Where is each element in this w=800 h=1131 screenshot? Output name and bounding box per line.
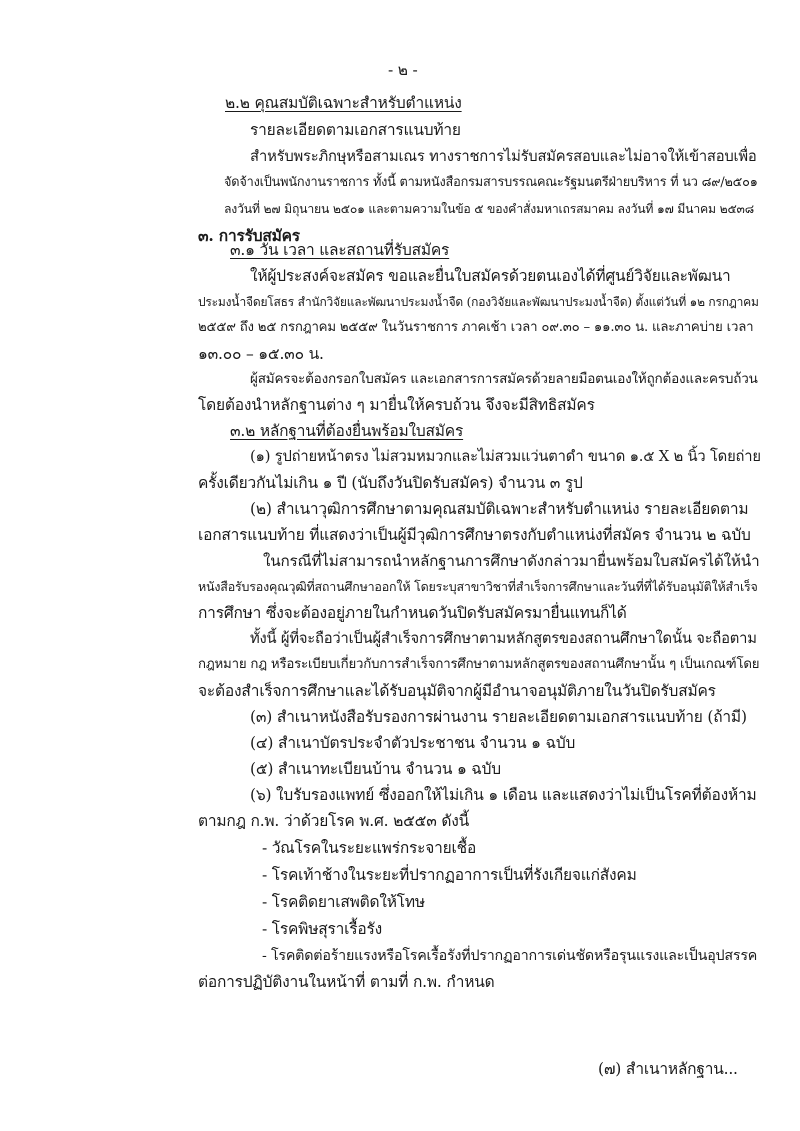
apply-paragraph-line-4: ๑๓.๐๐ – ๑๕.๓๐ น. (198, 345, 324, 363)
item-6-line-1: (๖) ใบรับรองแพทย์ ซึ่งออกให้ไม่เกิน ๑ เดือน และแสดงว่าไม่เป็นโรคที่ต้องห้าม (250, 786, 757, 804)
item-4: (๔) สำเนาบัตรประจำตัวประชาชน จำนวน ๑ ฉบับ (250, 734, 576, 752)
certificate-paragraph-line-1: ในกรณีที่ไม่สามารถนำหลักฐานการศึกษาดังกล่าวมายื่นพร้อมใบสมัครได้ให้นำ (263, 552, 760, 570)
disease-item-3: - โรคติดยาเสพติดให้โทษ (262, 893, 425, 911)
section-3-1-heading: ๓.๑ วัน เวลา และสถานที่รับสมัคร (230, 241, 450, 259)
disease-item-5-line-2: ต่อการปฏิบัติงานในหน้าที่ ตามที่ ก.พ. กำหนด (198, 973, 495, 991)
graduation-paragraph-line-1: ทั้งนี้ ผู้ที่จะถือว่าเป็นผู้สำเร็จการศึกษาตามหลักสูตรของสถานศึกษาใดนั้น จะถือตาม (250, 630, 757, 647)
section-2-2-detail: รายละเอียดตามเอกสารแนบท้าย (250, 121, 461, 139)
item-1-line-2: ครั้งเดียวกันไม่เกิน ๑ ปี (นับถึงวันปิดรับสมัคร) จำนวน ๓ รูป (198, 474, 583, 492)
certificate-paragraph-line-3: การศึกษา ซึ่งจะต้องอยู่ภายในกำหนดวันปิดรับสมัครมายื่นแทนก็ได้ (198, 604, 627, 622)
fill-paragraph-line-2: โดยต้องนำหลักฐานต่าง ๆ มายื่นให้ครบถ้วน จึงจะมีสิทธิสมัคร (198, 396, 595, 414)
disease-item-5-line-1: - โรคติดต่อร้ายแรงหรือโรคเรื้อรังที่ปรากฏอาการเด่นชัดหรือรุนแรงและเป็นอุปสรรค (262, 948, 758, 964)
section-2-2-heading: ๒.๒ คุณสมบัติเฉพาะสำหรับตำแหน่ง (225, 94, 462, 112)
monk-paragraph-line-2: จัดจ้างเป็นพนักงานราชการ ทั้งนี้ ตามหนังสือกรมสารบรรณคณะรัฐมนตรีฝ่ายบริหาร ที่ นว ๘๙/๒๕๐๑ (224, 175, 758, 190)
fill-paragraph-line-1: ผู้สมัครจะต้องกรอกใบสมัคร และเอกสารการสมัครด้วยลายมือตนเองให้ถูกต้องและครบถ้วน (250, 371, 758, 387)
disease-item-1: - วัณโรคในระยะแพร่กระจายเชื้อ (262, 839, 477, 857)
disease-item-2: - โรคเท้าช้างในระยะที่ปรากฏอาการเป็นที่รังเกียจแก่สังคม (262, 866, 637, 884)
apply-paragraph-line-2: ประมงน้ำจืดยโสธร สำนักวิจัยและพัฒนาประมงน้ำจืด (กองวิจัยและพัฒนาประมงน้ำจืด) ตั้งแต่วันที่ ๑๒ กรกฎาคม (198, 295, 759, 309)
item-2-line-1: (๒) สำเนาวุฒิการศึกษาตามคุณสมบัติเฉพาะสำหรับตำแหน่ง รายละเอียดตาม (250, 500, 749, 518)
disease-item-4: - โรคพิษสุราเรื้อรัง (262, 920, 382, 938)
monk-paragraph-line-3: ลงวันที่ ๒๗ มิถุนายน ๒๕๐๑ และตามความในข้อ ๕ ของคำสั่งมหาเถรสมาคม ลงวันที่ ๑๗ มีนาคม ๒๕๓๘ (224, 202, 754, 216)
section-3-2-heading: ๓.๒ หลักฐานที่ต้องยื่นพร้อมใบสมัคร (230, 422, 464, 440)
item-6-line-2: ตามกฎ ก.พ. ว่าด้วยโรค พ.ศ. ๒๕๕๓ ดังนี้ (198, 812, 469, 830)
item-1-line-1: (๑) รูปถ่ายหน้าตรง ไม่สวมหมวกและไม่สวมแว่นตาดำ ขนาด ๑.๕ X ๒ นิ้ว โดยถ่าย (250, 448, 761, 465)
section-3-heading: ๓. การรับสมัคร (198, 226, 300, 245)
monk-paragraph-line-1: สำหรับพระภิกษุหรือสามเณร ทางราชการไม่รับสมัครสอบและไม่อาจให้เข้าสอบเพื่อ (250, 148, 757, 165)
certificate-paragraph-line-2: หนังสือรับรองคุณวุฒิที่สถานศึกษาออกให้ โดยระบุสาขาวิชาที่สำเร็จการศึกษาและวันที่ที่ได้รับอนุมัติให้สำเร็จ (198, 579, 758, 594)
graduation-paragraph-line-2: กฎหมาย กฎ หรือระเบียบเกี่ยวกับการสำเร็จการศึกษาตามหลักสูตรของสถานศึกษานั้น ๆ เป็นเกณฑ์โดย (198, 657, 760, 672)
continuation-marker: (๗) สำเนาหลักฐาน... (598, 1060, 738, 1078)
item-5: (๕) สำเนาทะเบียนบ้าน จำนวน ๑ ฉบับ (250, 760, 501, 778)
graduation-paragraph-line-3: จะต้องสำเร็จการศึกษาและได้รับอนุมัติจากผู้มีอำนาจอนุมัติภายในวันปิดรับสมัคร (198, 682, 716, 700)
item-2-line-2: เอกสารแนบท้าย ที่แสดงว่าเป็นผู้มีวุฒิการศึกษาตรงกับตำแหน่งที่สมัคร จำนวน ๒ ฉบับ (198, 526, 751, 544)
item-3: (๓) สำเนาหนังสือรับรองการผ่านงาน รายละเอียดตามเอกสารแนบท้าย (ถ้ามี) (250, 708, 747, 726)
apply-paragraph-line-1: ให้ผู้ประสงค์จะสมัคร ขอและยื่นใบสมัครด้วยตนเองได้ที่ศูนย์วิจัยและพัฒนา (250, 267, 731, 285)
apply-paragraph-line-3: ๒๕๕๙ ถึง ๒๕ กรกฎาคม ๒๕๕๙ ในวันราชการ ภาคเช้า เวลา ๐๙.๓๐ – ๑๑.๓๐ น. และภาคบ่าย เวลา (198, 320, 754, 335)
page-number: - ๒ - (388, 61, 418, 79)
